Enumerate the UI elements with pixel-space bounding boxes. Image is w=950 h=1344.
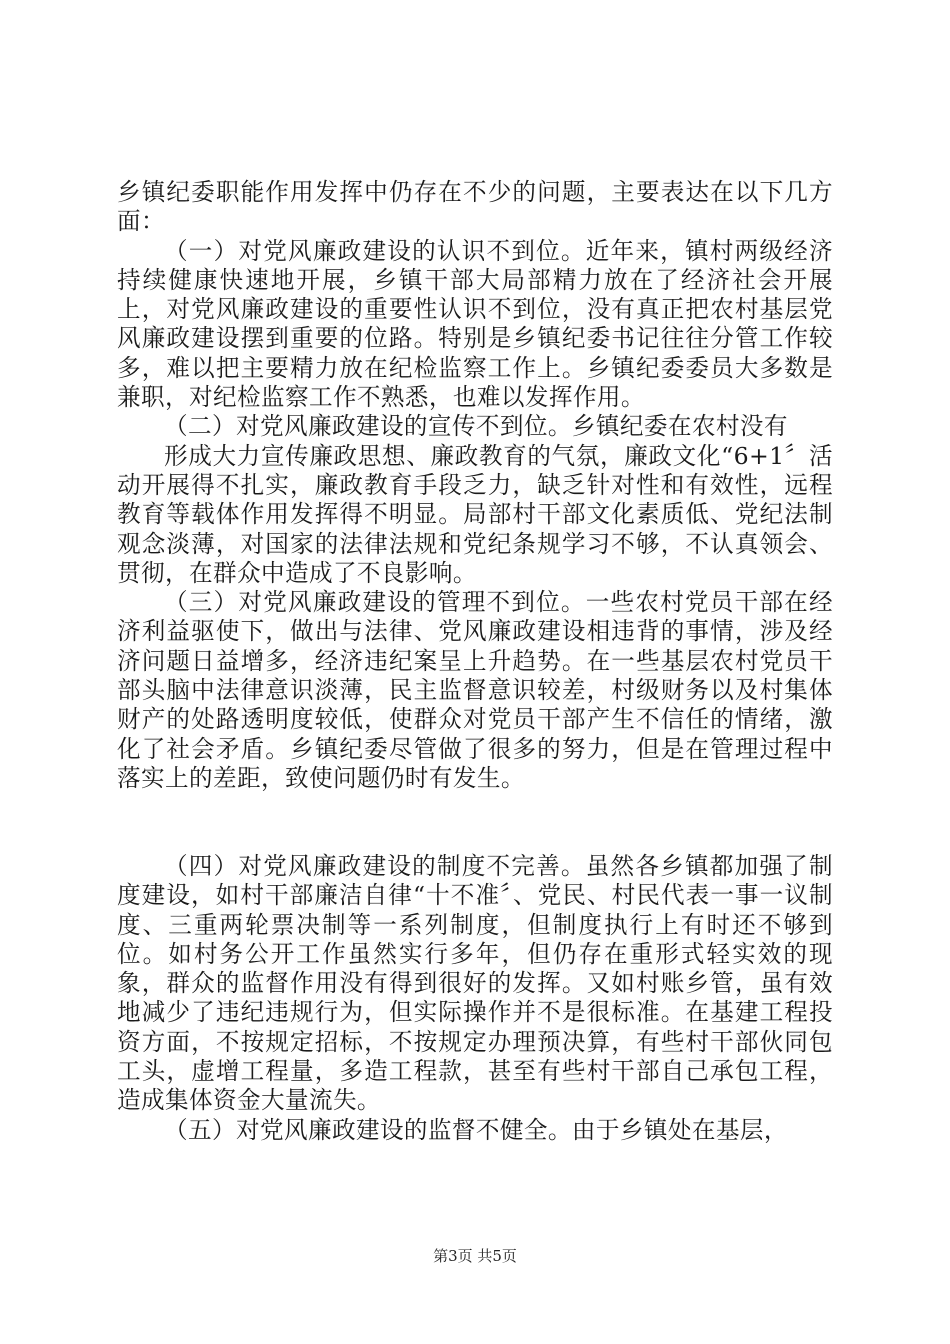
- paragraph-section-3: （三）对党风廉政建设的管理不到位。一些农村党员干部在经济利益驱使下，做出与法律、党风廉政建设相违背的事情，涉及经济问题日益增多，经济违纪案呈上升趋势。在一些基层农村党员干部头脑中法律意识淡薄，民主监督意识较差，村级财务以及村集体财产的处路透明度较低，使群众对党员干部产生不信任的情绪，激化了社会矛盾。乡镇纪委尽管做了很多的努力，但是在管理过程中落实上的差距，致使问题仍时有发生。: [117, 588, 833, 792]
- body-text-top: [117, 178, 833, 793]
- page-footer: [0, 1246, 950, 1266]
- paragraph-section-5: （五）对党风廉政建设的监督不健全。由于乡镇处在基层，: [164, 1115, 788, 1144]
- paragraph-section-4: （四）对党风廉政建设的制度不完善。虽然各乡镇都加强了制度建设，如村干部廉洁自律“十不准〞、党民、村民代表一事一议制度、三重两轮票决制等一系列制度，但制度执行上有时还不够到位。如村务公开工作虽然实行多年，但仍存在重形式轻实效的现象，群众的监督作用没有得到很好的发挥。又如村账乡管，虽有效地减少了违纪违规行为，但实际操作并不是很标准。在基建工程投资方面，不按规定招标，不按规定办理预决算，有些村干部伙同包工头，虚增工程量，多造工程款，甚至有些村干部自己承包工程，造成集体资金大量流失。: [117, 852, 833, 1115]
- body-text-bottom: [117, 852, 833, 1145]
- paragraph-section-2-body: 形成大力宣传廉政思想、廉政教育的气氛，廉政文化“6+1〞活动开展得不扎实，廉政教育手段乏力，缺乏针对性和有效性，远程教育等载体作用发挥得不明显。局部村干部文化素质低、党纪法制观念淡薄，对国家的法律法规和党纪条规学习不够，不认真领会、贯彻，在群众中造成了不良影响。: [117, 441, 833, 587]
- paragraph-intro: 乡镇纪委职能作用发挥中仍存在不少的问题，主要表达在以下几方面：: [117, 178, 833, 236]
- paragraph-section-2-heading: （二）对党风廉政建设的宣传不到位。乡镇纪委在农村没有: [164, 412, 788, 441]
- paragraph-section-1: （一）对党风廉政建设的认识不到位。近年来，镇村两级经济持续健康快速地开展，乡镇干部大局部精力放在了经济社会开展上，对党风廉政建设的重要性认识不到位，没有真正把农村基层党风廉政建设摆到重要的位路。特别是乡镇纪委书记往往分管工作较多，难以把主要精力放在纪检监察工作上。乡镇纪委委员大多数是兼职，对纪检监察工作不熟悉，也难以发挥作用。: [117, 236, 833, 412]
- page-number-label: 第3页 共5页: [433, 1247, 517, 1265]
